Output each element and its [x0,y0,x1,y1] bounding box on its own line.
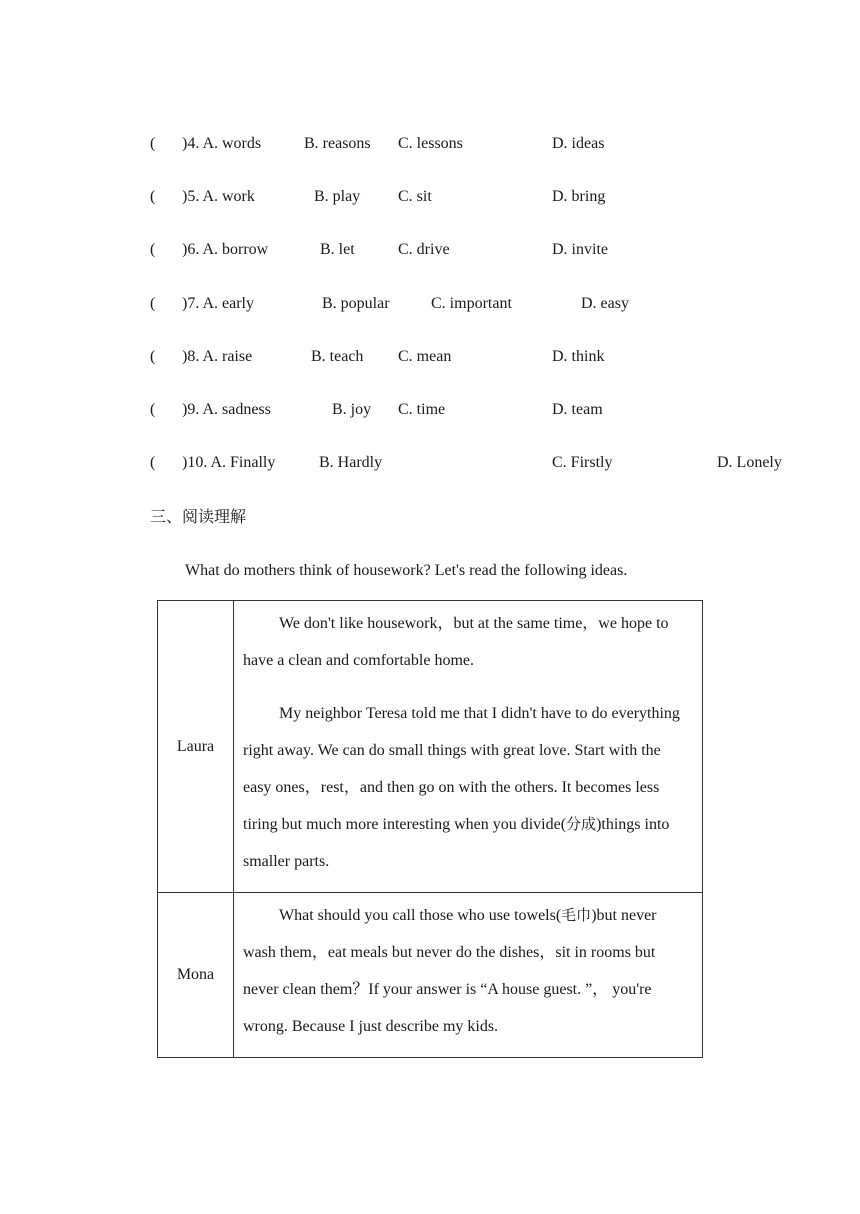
option-b: B. Hardly [319,454,383,471]
paragraph-text: What should you call those who use towels( [279,907,562,924]
chinese-gloss: 毛巾 [561,906,592,924]
paragraph-text: )but never wash them，eat meals but never do the dishes，sit in rooms but never clean them？If your answer is “A house guest. ”， you're wrong. Because I just describe my kids. [243,907,657,1035]
answer-paren: ( [150,454,156,471]
speaker-text [234,893,703,1058]
option-b: B. popular [322,295,390,312]
table-row-mona [158,893,703,1058]
option-b: B. joy [332,401,372,418]
answer-paren: ( [150,348,156,365]
paragraph-text: My neighbor Teresa told me that I didn't have to do everything right away. We can do small things with great love. Start with the easy ones，rest，and then go on with the others. It becomes less tiring but much more interesting when you divide( [243,705,680,833]
question-row-8 [0,346,860,368]
answer-paren: ( [150,241,156,258]
option-d: D. ideas [552,135,605,152]
option-d: D. Lonely [717,454,782,471]
answer-paren: ( [150,188,156,205]
option-d: D. easy [581,295,629,312]
question-row-7 [0,293,860,315]
option-d: D. invite [552,241,608,258]
question-row-5 [0,186,860,208]
option-b: B. teach [311,348,364,365]
question-row-4 [0,133,860,155]
option-d: D. team [552,401,603,418]
option-a: )8. A. raise [182,348,253,365]
answer-paren: ( [150,295,156,312]
paragraph-text: )things into smaller parts. [243,816,670,870]
paragraph: We don't like housework，but at the same time，we hope to have a clean and comfortable home. [243,615,669,669]
option-a: )4. A. words [182,135,262,152]
answer-paren: ( [150,401,156,418]
question-row-9 [0,399,860,421]
option-c: C. Firstly [552,454,613,471]
speaker-name: Mona [158,893,234,1058]
speaker-text [234,601,703,893]
reading-table [157,600,703,1058]
question-row-10 [0,452,860,474]
option-d: D. bring [552,188,606,205]
paragraph [243,695,693,880]
paragraph [243,897,693,1045]
option-c: C. sit [398,188,432,205]
option-c: C. lessons [398,135,463,152]
option-a: )10. A. Finally [182,454,276,471]
reading-intro: What do mothers think of housework? Let's read the following ideas. [185,562,628,579]
chinese-gloss: 分成 [566,815,597,833]
speaker-name: Laura [158,601,234,893]
option-a: )6. A. borrow [182,241,269,258]
option-c: C. important [431,295,512,312]
option-b: B. let [320,241,355,258]
option-c: C. mean [398,348,452,365]
section-heading: 三、阅读理解 [150,507,247,526]
option-d: D. think [552,348,605,365]
option-a: )7. A. early [182,295,254,312]
option-b: B. play [314,188,361,205]
table-row-laura [158,601,703,893]
option-b: B. reasons [304,135,371,152]
option-a: )9. A. sadness [182,401,271,418]
option-c: C. time [398,401,446,418]
question-row-6 [0,239,860,261]
option-c: C. drive [398,241,450,258]
option-a: )5. A. work [182,188,255,205]
answer-paren: ( [150,135,156,152]
